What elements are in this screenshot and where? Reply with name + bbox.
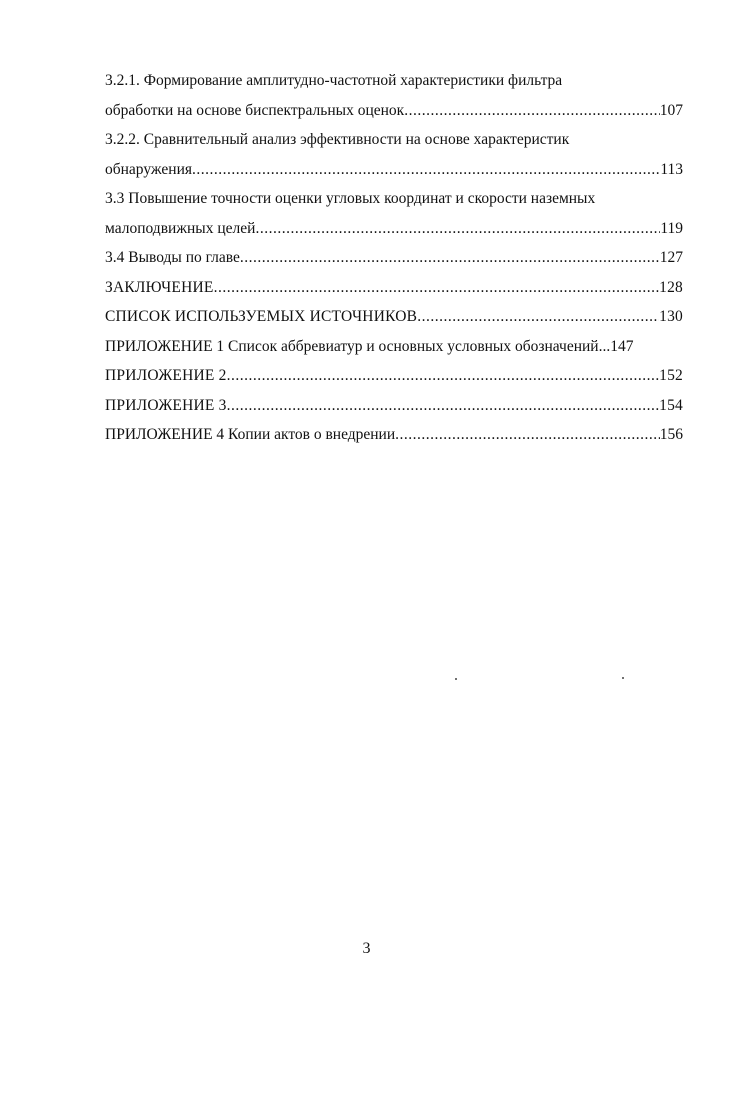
toc-entry-text: ПРИЛОЖЕНИЕ 1 Список аббревиатур и основных условных обозначений: [105, 337, 599, 355]
toc-entry-appendix-4: [105, 420, 683, 450]
leader-dots: [395, 420, 660, 450]
toc-page-number: 156: [659, 426, 683, 443]
leader-dots: [240, 243, 660, 273]
leader-dots: [227, 361, 660, 391]
toc-entry-appendix-2: [105, 361, 683, 391]
toc-page-number: 107: [659, 101, 683, 119]
toc-entry-text: СПИСОК ИСПОЛЬЗУЕМЫХ ИСТОЧНИКОВ: [105, 308, 418, 325]
toc-entry-text: ПРИЛОЖЕНИЕ 2: [105, 367, 227, 384]
toc-entry-text: обнаружения: [105, 160, 193, 178]
toc-entry-appendix-3: [105, 391, 683, 421]
page-number: 3: [362, 940, 371, 957]
toc-entry-appendix-1: [105, 332, 683, 362]
toc-page-number: 128: [659, 278, 683, 296]
toc-entry-3-2-2-first-line: 3.2.2. Сравнительный анализ эффективности на основе характеристик: [105, 131, 570, 148]
toc-entry-3-2-1-last-line: [105, 96, 683, 126]
toc-entry-conclusion: [105, 273, 683, 303]
leader-dots: [417, 302, 659, 332]
leader-dots: [192, 155, 660, 185]
scan-speck: [455, 678, 457, 680]
toc-entry-text: 3.4 Выводы по главе: [105, 249, 240, 266]
toc-page-number: 127: [659, 249, 683, 266]
toc-page-number: ...147: [598, 337, 634, 355]
toc-entry-3-4: [105, 243, 683, 273]
toc-page-number: 113: [660, 160, 683, 178]
toc-page-number: 152: [659, 367, 683, 384]
toc-entry-text: ПРИЛОЖЕНИЕ 3: [105, 396, 227, 414]
toc-entry-sources: [105, 302, 683, 332]
toc-entry-text: ЗАКЛЮЧЕНИЕ: [105, 278, 214, 296]
toc-entry-3-2-1-first-line: 3.2.1. Формирование амплитудно-частотной характеристики фильтра: [105, 72, 563, 89]
toc-entry-3-3-first-line: 3.3 Повышение точности оценки угловых координат и скорости наземных: [105, 190, 596, 207]
toc-entry-3-3-last-line: [105, 214, 683, 244]
toc-entry-text: обработки на основе биспектральных оценок: [105, 101, 405, 119]
table-of-contents: [105, 66, 683, 450]
leader-dots: [227, 391, 660, 421]
toc-page-number: 154: [659, 396, 683, 414]
toc-page-number: 130: [659, 308, 683, 325]
leader-dots: [214, 273, 660, 303]
toc-entry-text: ПРИЛОЖЕНИЕ 4 Копии актов о внедрении: [105, 426, 396, 443]
leader-dots: [255, 214, 660, 244]
toc-entry-text: малоподвижных целей: [105, 219, 256, 237]
toc-page-number: 119: [660, 219, 683, 237]
scan-speck: [622, 677, 624, 679]
toc-entry-3-2-2-last-line: [105, 155, 683, 185]
leader-dots: [404, 96, 660, 126]
